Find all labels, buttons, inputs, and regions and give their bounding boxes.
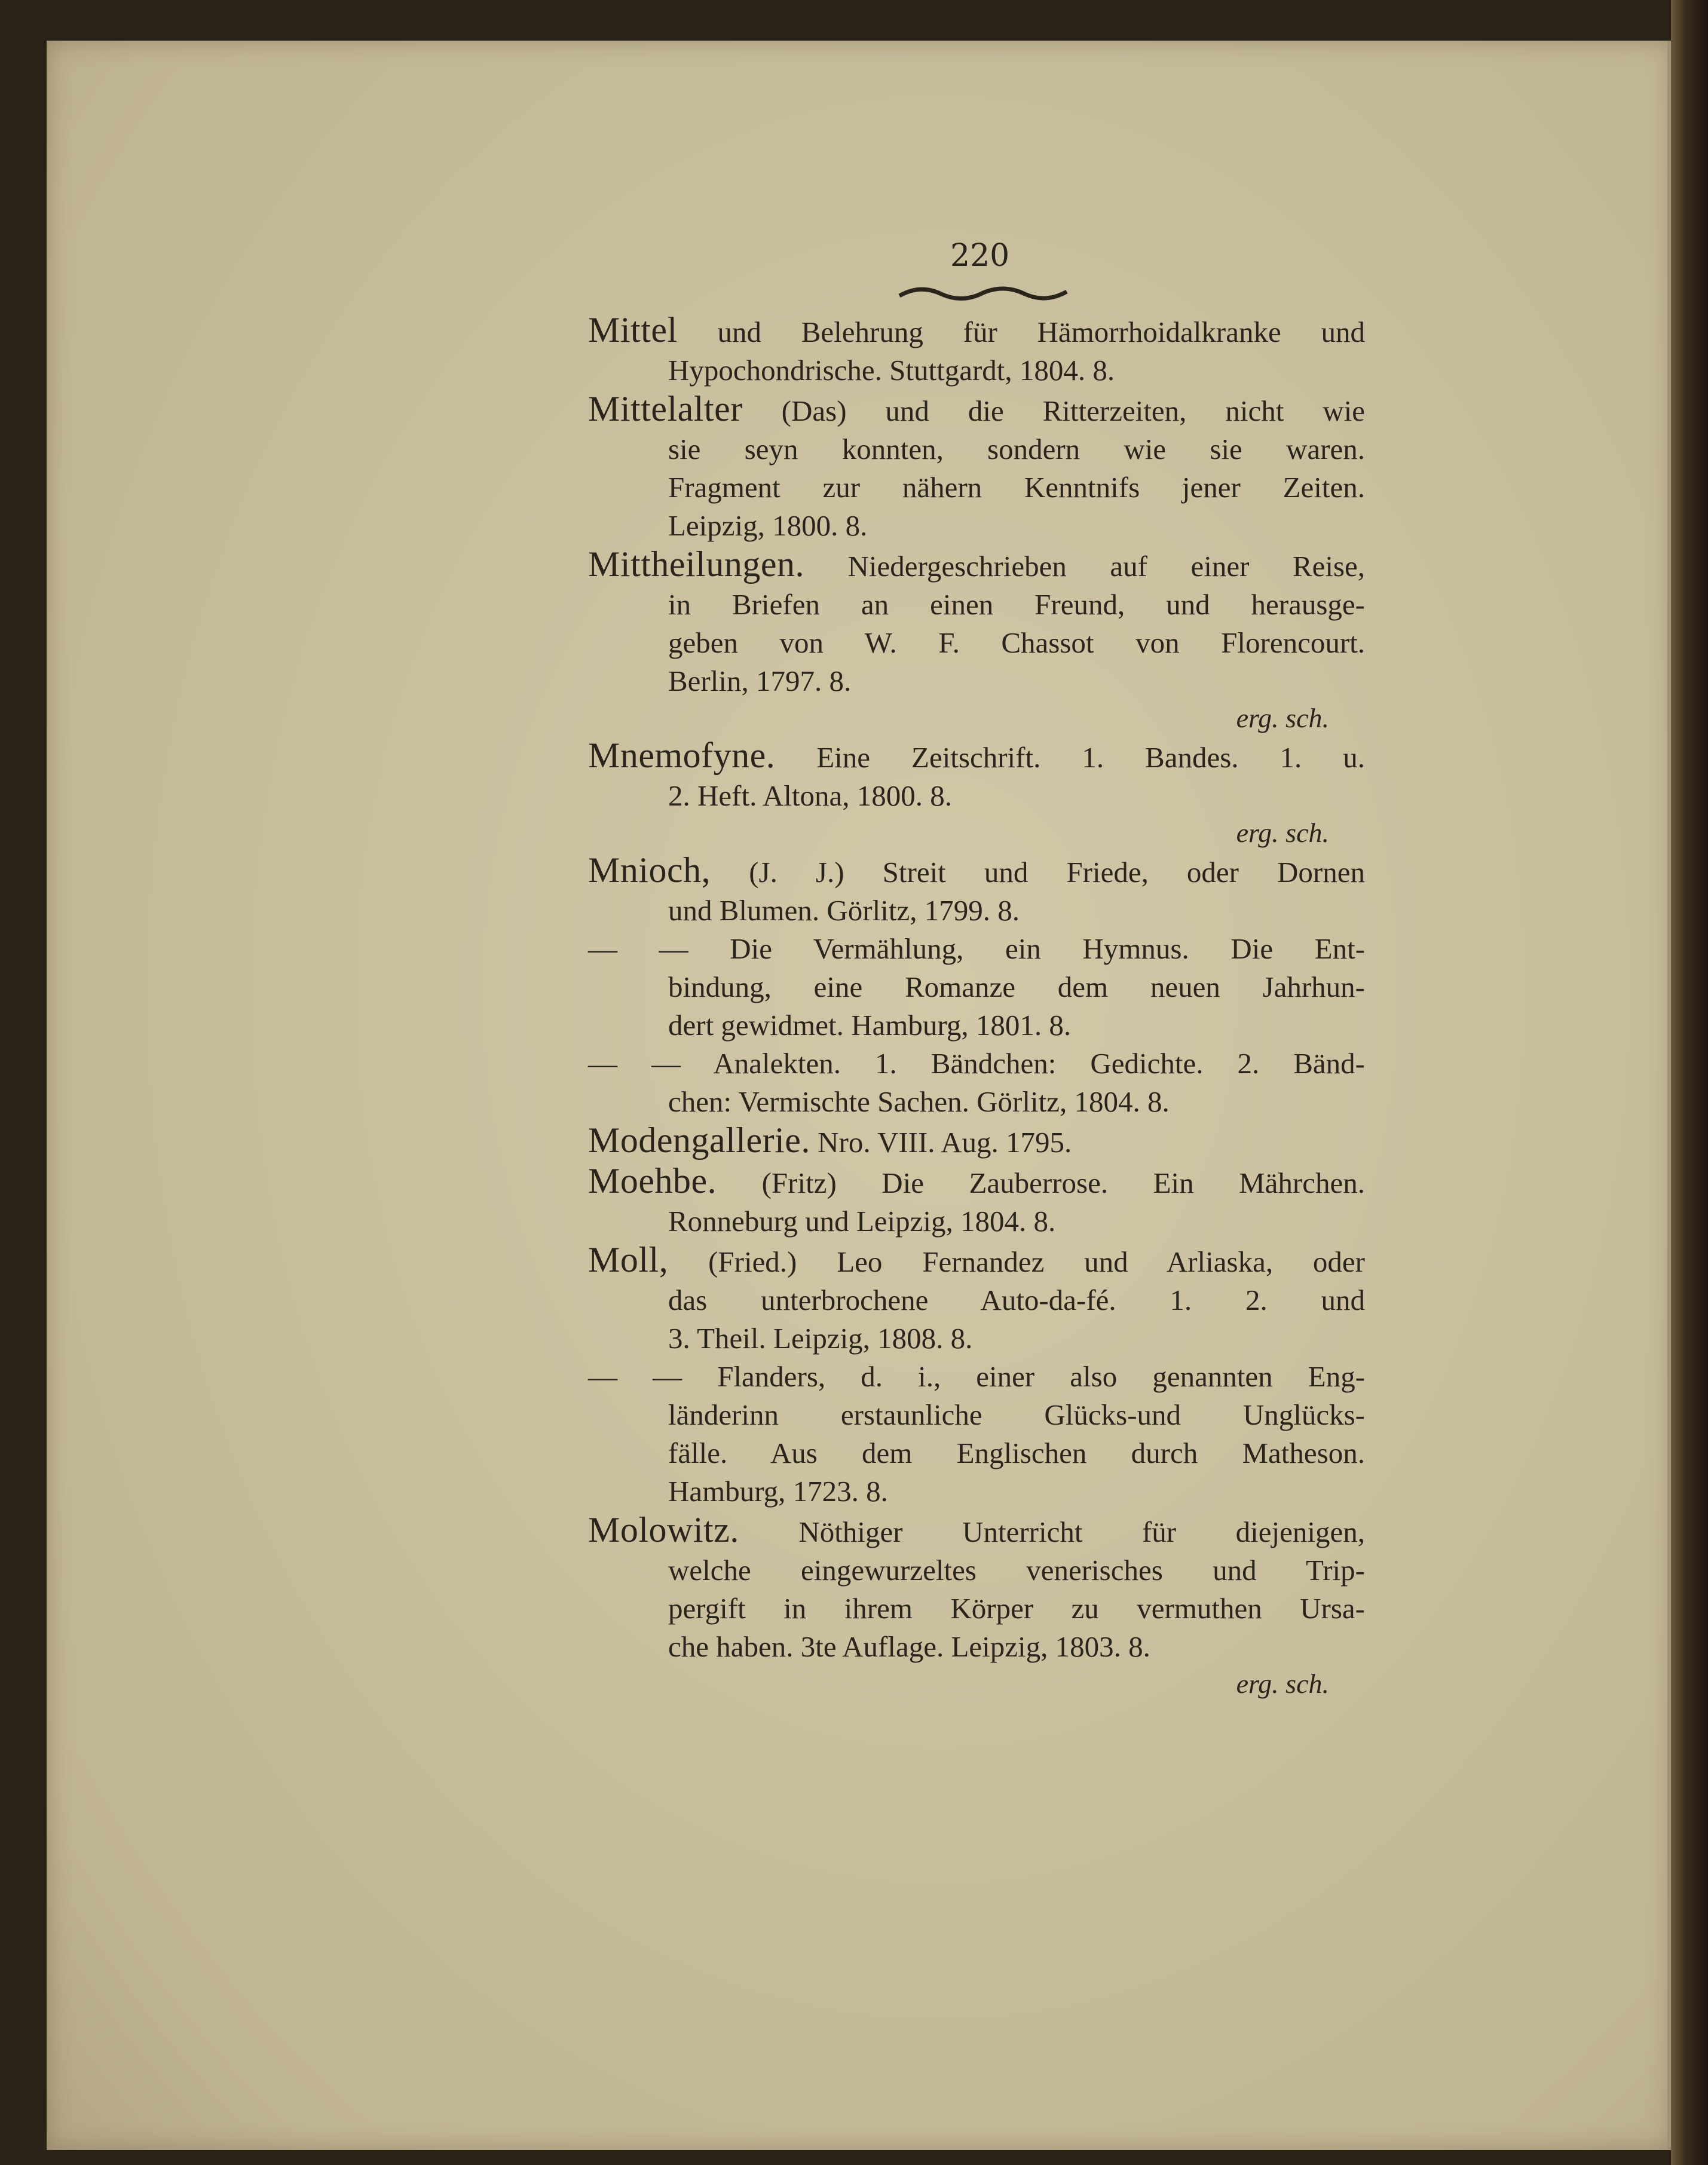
entry-text: Die Vermählung, ein Hymnus. Die Ent- xyxy=(730,932,1366,965)
entry-text: Nro. VIII. Aug. 1795. xyxy=(818,1126,1072,1159)
entry-line xyxy=(668,468,1365,507)
entry-line xyxy=(668,777,1365,815)
entry-line xyxy=(668,1396,1365,1434)
entry-line xyxy=(668,624,1365,662)
entry-line xyxy=(668,1281,1365,1319)
entry-line xyxy=(668,351,1365,390)
entry-text: das unterbrochene Auto-da-fé. 1. 2. und xyxy=(668,1284,1365,1316)
ditto-dash: — — xyxy=(588,1360,682,1393)
bibliography-entries xyxy=(588,311,1365,1702)
entry-line xyxy=(588,1511,1365,1551)
entry-text: Nöthiger Unterricht für diejenigen, xyxy=(798,1515,1366,1548)
bibliography-entry xyxy=(588,311,1365,390)
bibliography-entry xyxy=(588,1241,1365,1358)
entry-line xyxy=(588,311,1365,351)
entry-text: und Belehrung für Hämorrhoidalkranke und xyxy=(717,316,1365,348)
entry-heading: Molowitz. xyxy=(588,1510,739,1550)
entry-text: Eine Zeitschrift. 1. Bandes. 1. u. xyxy=(816,741,1365,774)
bibliography-entry xyxy=(588,930,1365,1045)
entry-text: dert gewidmet. Hamburg, 1801. 8. xyxy=(668,1009,1072,1042)
entry-line xyxy=(588,1045,1365,1083)
ditto-dash: — — xyxy=(588,932,688,965)
entry-line xyxy=(588,1358,1365,1396)
entry-line xyxy=(668,507,1365,545)
entry-line xyxy=(588,1241,1365,1281)
tilde-ornament xyxy=(896,281,1070,305)
bibliography-entry xyxy=(588,736,1365,851)
entry-text: 2. Heft. Altona, 1800. 8. xyxy=(668,779,952,812)
entry-line xyxy=(668,586,1365,624)
signature-mark: erg. sch. xyxy=(1236,703,1329,733)
entry-text: che haben. 3te Auflage. Leipzig, 1803. 8. xyxy=(668,1630,1150,1663)
entry-heading: Mnemofyne. xyxy=(588,736,776,775)
entry-line xyxy=(668,1434,1365,1472)
entry-text: Ronneburg und Leipzig, 1804. 8. xyxy=(668,1205,1056,1238)
entry-text: Hypochondrische. Stuttgardt, 1804. 8. xyxy=(668,354,1115,387)
bibliography-entry xyxy=(588,1511,1365,1702)
entry-heading: Modengallerie. xyxy=(588,1120,810,1160)
entry-line xyxy=(588,851,1365,892)
entry-line xyxy=(668,892,1365,930)
entry-line xyxy=(588,1162,1365,1202)
entry-line xyxy=(668,430,1365,468)
entry-heading: Mittelalter xyxy=(588,389,743,428)
bibliography-entry xyxy=(588,390,1365,545)
entry-line xyxy=(668,662,1365,700)
entry-text: (J. J.) Streit und Friede, oder Dornen xyxy=(749,856,1366,889)
bibliography-entry xyxy=(588,1162,1365,1241)
entry-line xyxy=(668,968,1365,1006)
entry-text: und Blumen. Görlitz, 1799. 8. xyxy=(668,894,1020,927)
entry-heading: Moehbe. xyxy=(588,1161,717,1201)
entry-text: pergift in ihrem Körper zu vermuthen Ursa- xyxy=(668,1592,1365,1625)
entry-line xyxy=(668,1551,1365,1590)
entry-heading: Mnioch, xyxy=(588,850,711,890)
entry-text: Fragment zur nähern Kenntnifs jener Zeiten. xyxy=(668,471,1365,504)
bibliography-entry xyxy=(588,1121,1365,1162)
signature-mark: erg. sch. xyxy=(1236,1668,1329,1699)
entry-line xyxy=(588,545,1365,586)
entry-heading: Moll, xyxy=(588,1240,669,1279)
entry-text: Leipzig, 1800. 8. xyxy=(668,509,868,542)
entry-heading: Mittheilungen. xyxy=(588,544,804,584)
entry-text: geben von W. F. Chassot von Florencourt. xyxy=(668,626,1365,659)
entry-line xyxy=(668,1083,1365,1121)
entry-line xyxy=(588,736,1365,777)
entry-line xyxy=(668,1472,1365,1511)
entry-text: sie seyn konnten, sondern wie sie waren. xyxy=(668,433,1365,466)
bibliography-entry xyxy=(588,851,1365,930)
entry-line xyxy=(668,1628,1365,1666)
entry-text: Analekten. 1. Bändchen: Gedichte. 2. Bänd- xyxy=(713,1047,1366,1080)
bibliography-entry xyxy=(588,545,1365,736)
entry-line xyxy=(668,1590,1365,1628)
entry-text: Berlin, 1797. 8. xyxy=(668,664,852,697)
entry-text: chen: Vermischte Sachen. Görlitz, 1804. 8. xyxy=(668,1085,1170,1118)
entry-line xyxy=(588,930,1365,968)
entry-text: (Fried.) Leo Fernandez und Arliaska, oder xyxy=(708,1245,1366,1278)
entry-line xyxy=(588,1121,1365,1162)
entry-text: Flanders, d. i., einer also genannten Eng- xyxy=(717,1360,1366,1393)
entry-line xyxy=(668,1006,1365,1045)
entry-text: 3. Theil. Leipzig, 1808. 8. xyxy=(668,1322,973,1355)
entry-line xyxy=(668,1319,1365,1358)
signature-mark: erg. sch. xyxy=(1236,817,1329,848)
entry-text: in Briefen an einen Freund, und herausge- xyxy=(668,588,1365,621)
entry-line xyxy=(668,1202,1365,1241)
entry-text: länderinn erstaunliche Glücks-und Unglücks- xyxy=(668,1398,1365,1431)
entry-heading: Mittel xyxy=(588,310,678,350)
entry-text: Niedergeschrieben auf einer Reise, xyxy=(847,550,1365,583)
entry-text: Hamburg, 1723. 8. xyxy=(668,1475,888,1508)
bibliography-entry xyxy=(588,1045,1365,1121)
entry-text: (Das) und die Ritterzeiten, nicht wie xyxy=(781,394,1365,427)
entry-text: bindung, eine Romanze dem neuen Jahrhun- xyxy=(668,970,1365,1003)
ditto-dash: — — xyxy=(588,1047,681,1080)
entry-line xyxy=(588,390,1365,430)
book-binding xyxy=(1671,0,1708,2165)
entry-text: (Fritz) Die Zauberrose. Ein Mährchen. xyxy=(761,1166,1365,1199)
entry-text: welche eingewurzeltes venerisches und Trip- xyxy=(668,1554,1365,1587)
bibliography-entry xyxy=(588,1358,1365,1511)
page-number: 220 xyxy=(950,238,1010,274)
entry-text: fälle. Aus dem Englischen durch Matheson. xyxy=(668,1437,1365,1469)
